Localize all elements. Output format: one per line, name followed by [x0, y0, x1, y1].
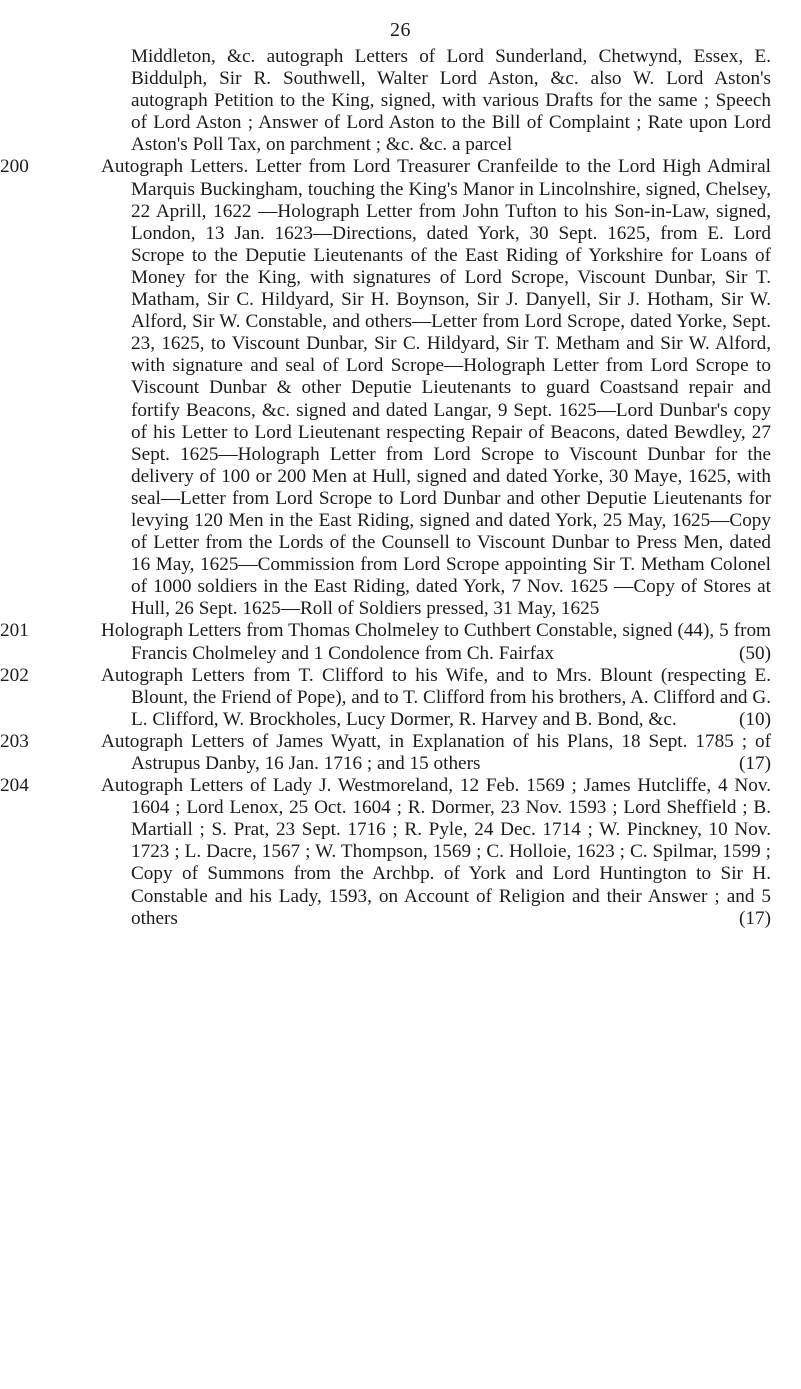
- lot-description: Holograph Letters from Thomas Cholmeley to Cuthbert Constable, signed (44), 5 from Francis Cholmeley and 1 Condolence from Ch. Fairfax (50): [101, 620, 771, 664]
- lot-entry-201: [0, 620, 801, 664]
- lot-quantity: (17): [739, 907, 771, 929]
- lot-quantity: (10): [739, 708, 771, 730]
- page-number: 26: [390, 19, 411, 41]
- lot-quantity: (17): [739, 753, 771, 774]
- catalogue-entries: [0, 46, 801, 930]
- lot-number: 204: [0, 775, 29, 797]
- lot-description: Middleton, &c. autograph Letters of Lord Sunderland, Chetwynd, Essex, E. Biddulph, Sir R. Southwell, Walter Lord Aston, &c. also W. Lord Aston's autograph Petition to the King, signed, with various Drafts for the same ; Speech of Lord Aston ; Answer of Lord Aston to the Bill of Complaint ; Rate upon Lord Aston's Poll Tax, on parchment ; &c. &c. a parcel: [131, 46, 771, 156]
- lot-description: Autograph Letters of James Wyatt, in Explanation of his Plans, 18 Sept. 1785 ; of Astrupus Danby, 16 Jan. 1716 ; and 15 others (17): [101, 730, 771, 774]
- lot-number: 200: [0, 156, 29, 178]
- lot-description: Autograph Letters from T. Clifford to his Wife, and to Mrs. Blount (respecting E. Blount, the Friend of Pope), and to T. Clifford from his brothers, A. Clifford and G. L. Clifford, W. Brockholes, Lucy Dormer, R. Harvey and B. Bond, &c. (10): [101, 664, 771, 730]
- lot-number: 202: [0, 664, 29, 686]
- lot-entry-203: [0, 731, 801, 775]
- lot-description: Autograph Letters of Lady J. Westmoreland, 12 Feb. 1569 ; James Hutcliffe, 4 Nov. 1604 ; Lord Lenox, 25 Oct. 1604 ; R. Dormer, 23 Nov. 1593 ; Lord Sheffield ; B. Martiall ; S. Prat, 23 Sept. 1716 ; R. Pyle, 24 Dec. 1714 ; W. Pinckney, 10 Nov. 1723 ; L. Dacre, 1567 ; W. Thompson, 1569 ; C. Holloie, 1623 ; C. Spilmar, 1599 ; Copy of Summons from the Archbp. of York and Lord Huntington to Sir H. Constable and his Lady, 1593, on Account of Religion and their Answer ; and 5 others (17): [101, 775, 771, 929]
- lot-entry-202: [0, 665, 801, 731]
- lot-quantity: (50): [739, 642, 771, 664]
- lot-entry-200: [0, 156, 801, 620]
- lot-entry-204: [0, 775, 801, 930]
- lot-entry-continued: [0, 46, 801, 156]
- lot-number: 203: [0, 730, 29, 752]
- lot-number: 201: [0, 620, 29, 642]
- lot-description: Autograph Letters. Letter from Lord Treasurer Cranfeilde to the Lord High Admiral Marquis Buckingham, touching the King's Manor in Lincolnshire, signed, Chelsey, 22 Aprill, 1622 —Holograph Letter from John Tufton to his Son-in-Law, signed, London, 13 Jan. 1623—Directions, dated York, 30 Sept. 1625, from E. Lord Scrope to the Deputie Lieutenants of the East Riding of Yorkshire for Loans of Money for the King, with signatures of Lord Scrope, Viscount Dunbar, Sir T. Matham, Sir C. Hildyard, Sir H. Boynson, Sir J. Danyell, Sir J. Hotham, Sir W. Alford, Sir W. Constable, and others—Letter from Lord Scrope, dated Yorke, Sept. 23, 1625, to Viscount Dunbar, Sir C. Hildyard, Sir T. Metham and Sir W. Alford, with signature and seal of Lord Scrope—Holograph Letter from Lord Scrope to Viscount Dunbar & other Deputie Lieutenants to guard Coastsand repair and fortify Beacons, &c. signed and dated Langar, 9 Sept. 1625—Lord Dunbar's copy of his Letter to Lord Lieutenant respecting Repair of Beacons, dated Bewdley, 27 Sept. 1625—Holograph Letter from Lord Scrope to Viscount Dunbar for the delivery of 100 or 200 Men at Hull, signed and dated Yorke, 30 Maye, 1625, with seal—Letter from Lord Scrope to Lord Dunbar and other Deputie Lieutenants for levying 120 Men in the East Riding, signed and dated York, 25 May, 1625—Copy of Letter from the Lords of the Counsell to Viscount Dunbar to Press Men, dated 16 May, 1625—Commission from Lord Scrope appointing Sir T. Metham Colonel of 1000 soldiers in the East Riding, dated York, 7 Nov. 1625 —Copy of Stores at Hull, 26 Sept. 1625—Roll of Soldiers pressed, 31 May, 1625: [101, 156, 771, 620]
